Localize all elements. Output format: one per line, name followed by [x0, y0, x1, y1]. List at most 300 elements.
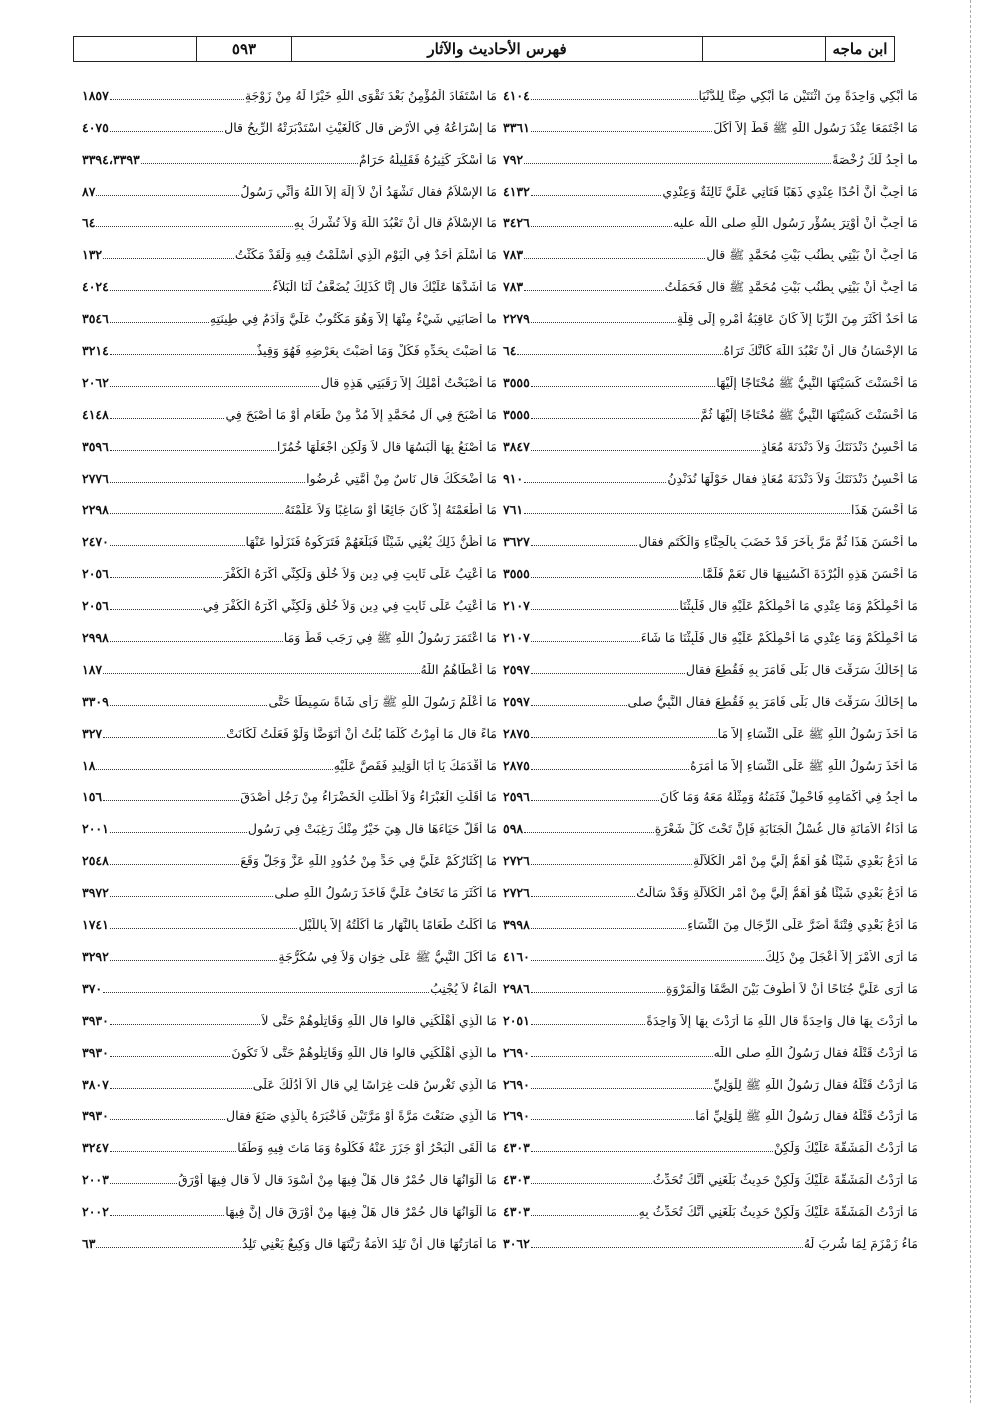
index-entry [82, 491, 497, 523]
dot-leader [96, 226, 292, 227]
hadith-text: مَا أَقَلَّ حَيَاءَهَا قال هِيَ خَيْرٌ مِنْكَ رَغِبَتْ فِي رَسُولِ [247, 822, 497, 837]
hadith-number: ٣٢١٤ [82, 343, 109, 359]
hadith-text: مَا الإِسْلاَمُ قال أَنْ تَعْبُدَ اللّٰهَ وَلاَ تُشْرِكَ بِهِ [293, 216, 497, 231]
dot-leader [110, 864, 239, 865]
dot-leader [531, 577, 702, 578]
hadith-text: مَا الَّذِي أَهْلَكَنِي قالوا قال اللّٰهِ وَقَاتِلُوهُمْ حَتَّى لاَ [261, 1013, 497, 1028]
dot-leader [524, 482, 666, 483]
hadith-number: ٢٧٢٦ [503, 885, 530, 901]
hadith-text: الْمَاءُ لاَ يُجْنِبُ [430, 981, 497, 996]
hadith-number: ٣٢٧ [82, 725, 103, 741]
hadith-number: ٢٠٥٦ [82, 566, 109, 582]
book-name: ابن ماجه [825, 37, 894, 61]
index-entry [503, 395, 918, 427]
hadith-number: ١٣٢ [82, 247, 103, 263]
hadith-number: ٢٥٩٧ [503, 661, 530, 677]
index-entry [82, 1097, 497, 1129]
dot-leader [110, 1056, 231, 1057]
hadith-number: ٣٥٩٦ [82, 438, 109, 454]
dot-leader [110, 131, 223, 132]
index-entry [503, 714, 918, 746]
dot-leader [524, 163, 831, 164]
index-entry [82, 459, 497, 491]
hadith-number: ٣٠٦٢ [503, 1235, 530, 1251]
hadith-number: ٢٨٧٥ [503, 757, 530, 773]
index-entry [82, 809, 497, 841]
dot-leader [110, 577, 222, 578]
hadith-text: ما أَرَدْتَ بِهَا قال وَاحِدَةً قال اللّٰهِ مَا أَرَدْتَ بِهَا إِلاَّ وَاحِدَةً [646, 1013, 918, 1028]
index-entry [82, 1065, 497, 1097]
hadith-text: مَا أَسْكَرَ كَثِيرُهُ فَقَلِيلُهُ حَرَامٌ [359, 152, 497, 167]
hadith-number: ٢٧٧٦ [82, 470, 109, 486]
hadith-number: ١٨٥٧ [82, 87, 109, 103]
dot-leader [531, 386, 715, 387]
hadith-text: ما إِخَالُكَ سَرَقْتَ قال بَلَى فَأَمَرَ بِهِ فَقُطِعَ فقال النَّبِيُّ صلى [627, 694, 918, 709]
index-entry [503, 363, 918, 395]
index-entry [503, 1224, 918, 1256]
dot-leader [110, 99, 244, 100]
dot-leader [110, 609, 202, 610]
hadith-number: ٣٤٢٦ [503, 215, 530, 231]
index-entry [503, 969, 918, 1001]
hadith-number: ٢٠٥١ [503, 1012, 530, 1028]
hadith-text: مَا أَكْثَرَ مَا تَخَافُ عَلَيَّ فَأَخَذَ رَسُولُ اللّٰهِ صلى [274, 886, 497, 901]
dot-leader [110, 513, 283, 514]
index-entry [503, 299, 918, 331]
index-entry [82, 1160, 497, 1192]
hadith-number: ٢٠٠٣ [82, 1172, 109, 1188]
index-entry [503, 235, 918, 267]
hadith-number: ٤١٦٠ [503, 948, 530, 964]
index-entry [82, 331, 497, 363]
index-entry [82, 1033, 497, 1065]
index-entry [503, 522, 918, 554]
hadith-text: مَاءً قال مَا أُمِرْتُ كُلَّمَا بُلْتُ أَنْ أَتَوَضَّأَ وَلَوْ فَعَلْتُ لَكَانَتْ [226, 726, 497, 741]
dot-leader [103, 992, 429, 993]
hadith-text: ما أَجِدُ فِي أَكْمَامِهِ فَاحْمِلْ فَثَمَنُهُ وَمِثْلُهُ مَعَهُ وَمَا كَانَ [659, 790, 918, 805]
hadith-text: مَا أَحْمِلُكُمْ وَمَا عِنْدِي مَا أَحْمِلُكُمْ عَلَيْهِ قال فَلَبِثْنَا [679, 599, 918, 614]
dot-leader [531, 226, 672, 227]
dot-leader [96, 769, 332, 770]
index-title: فهرس الأحاديث والآثار [291, 37, 702, 61]
hadith-number: ٧٩٢ [503, 151, 524, 167]
index-entry [82, 235, 497, 267]
hadith-number: ٣٢٤٧ [82, 1140, 109, 1156]
index-column-right [503, 76, 918, 1256]
dot-leader [103, 673, 419, 674]
hadith-number: ٢٥٤٨ [82, 853, 109, 869]
index-entry [82, 778, 497, 810]
hadith-text: مَا أَصْبَحْتُ أَمْلِكُ إِلاَّ رَقَبَتِي هَذِهِ قال [320, 375, 497, 390]
dot-leader [103, 737, 225, 738]
hadith-text: مَا الإِسْلاَمُ فقال تَشْهَدُ أَنْ لاَ إِلَهَ إِلاَّ اللّٰهُ وَأَنِّي رَسُولُ [240, 184, 497, 199]
dot-leader [524, 513, 850, 514]
index-entry [82, 1192, 497, 1224]
dot-leader [110, 641, 283, 642]
hadith-text: مَا أَدَعُ بَعْدِي فِتْنَةً أَضَرَّ عَلَى الرِّجَالِ مِنَ النِّسَاءِ [687, 918, 918, 933]
dot-leader [531, 1215, 638, 1216]
dot-leader [531, 737, 717, 738]
dot-leader [141, 163, 358, 164]
dot-leader [531, 1119, 694, 1120]
hadith-text: مَا أُحِبُّ أَنْ أَوْتِرَ بِسُؤْرِ رَسُولِ اللّٰهِ صلى اللّٰه عليه [673, 216, 918, 231]
hadith-text: مَا اسْتَفَادَ الْمُؤْمِنُ بَعْدَ تَقْوَى اللّٰهِ خَيْرًا لَهُ مِنْ زَوْجَةٍ [244, 88, 497, 103]
hadith-text: مَا أَدَعُ بَعْدِي شَيْئًا هُوَ أَهَمُّ إِلَيَّ مِنْ أَمْرِ الْكَلاَلَةِ [692, 854, 918, 869]
hadith-text: مَا أَسْلَمَ أَحَدٌ فِي الْيَوْمِ الَّذِي أَسْلَمْتُ فِيهِ وَلَقَدْ مَكَثْتُ [234, 248, 497, 263]
index-entry [503, 1065, 918, 1097]
dot-leader [531, 992, 665, 993]
dot-leader [531, 1247, 803, 1248]
hadith-number: ١٥٦ [82, 789, 103, 805]
dot-leader [531, 641, 640, 642]
hadith-text: مَا أَرَدْتُ قَتْلَهُ فقال رَسُولُ اللّٰهِ صلى اللّٰه [713, 1045, 918, 1060]
index-entry [503, 427, 918, 459]
hadith-number: ٢١٠٧ [503, 598, 530, 614]
dot-leader [531, 864, 692, 865]
dot-leader [531, 418, 700, 419]
index-entry [503, 1128, 918, 1160]
hadith-text: مَا إِخَالُكَ سَرَقْتَ قال بَلَى فَأَمَرَ بِهِ فَقُطِعَ فقال [685, 662, 918, 677]
hadith-number: ٣٢٩٢ [82, 948, 109, 964]
hadith-text: مَا أُحِبُّ أَنَّ أُحُدًا عِنْدِي ذَهَبًا فَتَأْتِي عَلَيَّ ثَالِثَةٌ وَعِنْدِي [662, 184, 918, 199]
dot-leader [531, 1056, 713, 1057]
hadith-text: مَا أَبْكِي وَاحِدَةً مِنَ اثْنَتَيْنِ مَا أَبْكِي ضِنًّا لِلدُّنْيَا [698, 88, 918, 103]
index-entry [82, 1224, 497, 1256]
hadith-number: ٣٩٧٢ [82, 885, 109, 901]
hadith-number: ٣٥٥٥ [503, 374, 530, 390]
dot-leader [517, 354, 722, 355]
hadith-number: ٣٥٥٥ [503, 566, 530, 582]
hadith-text: مَا أَعْتِبُ عَلَى ثَابِتٍ فِي دِينٍ وَلاَ خُلُقٍ وَلَكِنِّي أَكْرَهُ الْكُفْرَ [223, 567, 497, 582]
hadith-text: مَا أَرَى الأَمْرَ إِلاَّ أَعْجَلَ مِنْ ذَلِكَ [764, 949, 918, 964]
hadith-number: ٢٢٩٨ [82, 502, 109, 518]
hadith-text: مَا أَضْحَكَكَ قال نَاسٌ مِنْ أُمَّتِي عُرِضُوا [306, 471, 497, 486]
hadith-text: مَا إِسْرَاعُهُ فِي الأَرْضِ قال كَالْغَيْثِ اسْتَدْبَرَتْهُ الرِّيحُ قال [224, 120, 497, 135]
hadith-number: ٦٤ [82, 215, 96, 231]
hadith-number: ١٧٤١ [82, 917, 109, 933]
hadith-text: مَا أَعْطَاهُمُ اللّٰهُ [420, 662, 497, 677]
hadith-number: ٢٦٩٠ [503, 1076, 530, 1092]
hadith-text: مَا أَصْبَحَ فِي آلِ مُحَمَّدٍ إِلاَّ مُدٌّ مِنْ طَعَامٍ أَوْ مَا أَصْبَحَ فِي [225, 407, 497, 422]
index-entry [503, 1001, 918, 1033]
hadith-text: مَا أَصْنَعُ بِهَا أَلْبَسُهَا قال لاَ وَلَكِنِ اجْعَلْهَا خُمُرًا [276, 439, 497, 454]
dot-leader [103, 258, 234, 259]
dot-leader [110, 832, 247, 833]
dot-leader [110, 705, 268, 706]
dot-leader [531, 1088, 712, 1089]
index-entry [82, 427, 497, 459]
index-entry [82, 204, 497, 236]
hadith-number: ٤١٣٢ [503, 183, 530, 199]
index-entry [82, 108, 497, 140]
dot-leader [531, 800, 659, 801]
index-entry [503, 809, 918, 841]
hadith-number: ٣٩٣٠ [82, 1012, 109, 1028]
hadith-number: ٣٦٢٧ [503, 534, 530, 550]
index-entry [82, 586, 497, 618]
hadith-text: مَا أَظُنُّ ذَلِكَ يُغْنِي شَيْئًا فَبَلَغَهُمْ فَتَرَكُوهُ فَنَزَلُوا عَنْهَا [245, 535, 497, 550]
hadith-number: ٧٨٣ [503, 247, 524, 263]
dot-leader [531, 450, 760, 451]
hadith-text: مَاءُ زَمْزَمَ لِمَا شُرِبَ لَهُ [803, 1236, 918, 1251]
hadith-number: ٧٨٣ [503, 279, 524, 295]
hadith-text: مَا إِكْثَارُكُمْ عَلَيَّ فِي حَدٍّ مِنْ حُدُودِ اللّٰهِ عَزَّ وَجَلَّ وَقَعَ [240, 854, 497, 869]
hadith-text: مَا أَحْمِلُكُمْ وَمَا عِنْدِي مَا أَحْمِلُكُمْ عَلَيْهِ قال فَلَبِثْنَا مَا شَاءَ [640, 631, 918, 646]
hadith-number: ٧٦١ [503, 502, 524, 518]
hadith-text: مَا أَدَعُ بَعْدِي شَيْئًا هُوَ أَهَمُّ إِلَيَّ مِنْ أَمْرِ الْكَلاَلَةِ وَقَدْ سَأَلْتُ [636, 886, 918, 901]
hadith-text: مَا أَرَدْتُ الْمَشَقَّةَ عَلَيْكَ وَلَكِنْ حَدِيثٌ بَلَغَنِي أَنَّكَ تُحَدِّثُ بِهِ [638, 1205, 918, 1220]
index-entry [82, 905, 497, 937]
hadith-number: ٤٠٧٥ [82, 119, 109, 135]
hadith-number: ٨٧ [82, 183, 96, 199]
index-entry [503, 204, 918, 236]
dot-leader [524, 290, 664, 291]
hadith-text: مَا أَلْوَانُهَا قال حُمْرٌ قال هَلْ فِيهَا مِنْ أَوْرَقَ قال إِنَّ فِيهَا [225, 1205, 497, 1220]
page-number: ٥٩٣ [196, 37, 291, 61]
hadith-text: مَا الَّذِي صَنَعْتَ مَرَّةً أَوْ مَرَّتَيْنِ فَأَخْبَرَهُ بِالَّذِي صَنَعَ فقال [226, 1109, 497, 1124]
hadith-text: مَا أُحِبُّ أَنْ بَيْتِي بِطُنُبٍ بَيْتِ مُحَمَّدٍ ﷺ قال فَحَمَلْتُ [664, 280, 918, 295]
index-entry [82, 172, 497, 204]
index-entry [503, 650, 918, 682]
index-entry [82, 650, 497, 682]
page-header [73, 36, 895, 62]
hadith-text: ما أَجِدُ لَكَ رُخْصَةً [832, 152, 918, 167]
dot-leader [524, 258, 705, 259]
hadith-number: ٣٣٠٩ [82, 693, 109, 709]
index-entry [82, 969, 497, 1001]
hadith-text: مَا أَعْتِبُ عَلَى ثَابِتٍ فِي دِينٍ وَلاَ خُلُقٍ وَلَكِنِّي أَكْرَهُ الْكُفْرَ فِي [202, 599, 497, 614]
hadith-number: ٢٦٩٠ [503, 1108, 530, 1124]
hadith-number: ٣٨٠٧ [82, 1076, 109, 1092]
hadith-number: ٣٩٣٠ [82, 1044, 109, 1060]
dot-leader [110, 386, 320, 387]
hadith-number: ٤١٠٤ [503, 87, 530, 103]
hadith-text: مَا أَرَدْتُ الْمَشَقَّةَ عَلَيْكَ وَلَكِنْ حَدِيثٌ بَلَغَنِي أَنَّكَ تُحَدِّثُ [652, 1173, 918, 1188]
hadith-number: ٩١٠ [503, 470, 524, 486]
hadith-text: مَا أَلْوَانُهَا قال حُمْرٌ قال هَلْ فِيهَا مِنْ أَسْوَدَ قال لاَ قال فِيهَا أَوْرَقُ [178, 1173, 497, 1188]
hadith-number: ٣٥٤٦ [82, 311, 109, 327]
index-column-left [82, 76, 497, 1256]
index-entry [503, 618, 918, 650]
index-entry [503, 331, 918, 363]
hadith-number: ٤٣٠٣ [503, 1204, 530, 1220]
index-entry [82, 682, 497, 714]
dot-leader [110, 960, 278, 961]
hadith-text: مَا الإِحْسَانُ قال أَنْ تَعْبُدَ اللّٰهَ كَأَنَّكَ تَرَاهُ [723, 344, 918, 359]
index-entry [503, 140, 918, 172]
dot-leader [96, 1247, 241, 1248]
dot-leader [531, 1151, 773, 1152]
dot-leader [110, 322, 209, 323]
hadith-text: ما الَّذِي أَهْلَكَنِي قالوا قال اللّٰهِ وَقَاتِلُوهُمْ حَتَّى لاَ تَكُونَ [231, 1045, 497, 1060]
hadith-text: ما أَحْسَنَ هَذَا ثُمَّ مَرَّ بِآخَرَ قَدْ خَضَبَ بِالْحِنَّاءِ وَالْكَتَمِ فقال [638, 535, 918, 550]
index-entry [503, 586, 918, 618]
hadith-text: مَا أَشَدَّهَا عَلَيْكَ قال إِنَّا كَذَلِكَ يُضَعَّفُ لَنَا الْبَلاَءُ [272, 280, 497, 295]
hadith-number: ٢١٠٧ [503, 630, 530, 646]
hadith-number: ٢٤٧٠ [82, 534, 109, 550]
hadith-text: مَا أَلْقَى الْبَحْرُ أَوْ جَزَرَ عَنْهُ فَكُلُوهُ وَمَا مَاتَ فِيهِ وَطَفَا [237, 1141, 497, 1156]
index-entry [503, 746, 918, 778]
hadith-text: مَا أُحِبُّ أَنْ بَيْتِي بِطُنُبٍ بَيْتِ مُحَمَّدٍ ﷺ قال [706, 248, 918, 263]
dot-leader [96, 195, 239, 196]
hadith-number: ٣٣٦١ [503, 119, 530, 135]
index-entry [82, 554, 497, 586]
index-entry [82, 618, 497, 650]
index-entry [82, 299, 497, 331]
hadith-text: مَا أَرَى عَلَيَّ جُنَاحًا أَنْ لاَ أَطُوفَ بَيْنَ الصَّفَا وَالْمَرْوَةِ [665, 981, 918, 996]
hadith-number: ٦٤ [503, 343, 517, 359]
index-entry [503, 554, 918, 586]
dot-leader [531, 896, 635, 897]
hadith-number: ٤٣٠٣ [503, 1172, 530, 1188]
hadith-number: ٤٣٠٣ [503, 1140, 530, 1156]
hadith-text: مَا أَقَلَّتِ الْغَبْرَاءُ وَلاَ أَظَلَّتِ الْخَضْرَاءُ مِنْ رَجُلٍ أَصْدَقَ [240, 790, 497, 805]
index-entry [503, 841, 918, 873]
hadith-number: ٣٩٩٨ [503, 917, 530, 933]
hadith-text: مَا أَخَذَ رَسُولُ اللّٰهِ ﷺ عَلَى النِّسَاءِ إِلاَّ مَا [717, 726, 918, 741]
index-entry [82, 1001, 497, 1033]
index-entry [82, 937, 497, 969]
hadith-number: ١٨ [82, 757, 96, 773]
hadith-text: مَا أَمَارَتُهَا قال أَنْ تَلِدَ الأَمَةُ رَبَّتَهَا قال وَكِيعٌ يَعْنِي تَلِدُ [241, 1236, 497, 1251]
hadith-number: ٢٨٧٥ [503, 725, 530, 741]
dot-leader [110, 545, 245, 546]
dot-leader [110, 1119, 225, 1120]
dot-leader [531, 195, 662, 196]
hadith-number: ١٨٧ [82, 661, 103, 677]
hadith-number: ٣٥٥٥ [503, 406, 530, 422]
hadith-number: ٢٩٩٨ [82, 630, 109, 646]
index-entry [503, 459, 918, 491]
index-entry [503, 172, 918, 204]
dot-leader [531, 545, 638, 546]
hadith-number: ٤٠٢٤ [82, 279, 109, 295]
dot-leader [531, 609, 678, 610]
dot-leader [531, 131, 712, 132]
dot-leader [110, 354, 256, 355]
index-entry [503, 905, 918, 937]
hadith-text: مَا أَحْسَنْتَ كَسَيْتَهَا النَّبِيُّ ﷺ مُحْتَاجًا إِلَيْهَا ثُمَّ [700, 407, 918, 422]
hadith-number: ٥٩٨ [503, 821, 524, 837]
dot-leader [110, 1151, 236, 1152]
index-entry [82, 841, 497, 873]
index-entry [503, 778, 918, 810]
hadith-text: مَا أَحَدٌ أَكْثَرَ مِنَ الرِّبَا إِلاَّ كَانَ عَاقِبَةُ أَمْرِهِ إِلَى قِلَّةٍ [676, 312, 918, 327]
hadith-number: ٢٢٧٩ [503, 311, 530, 327]
dot-leader [531, 960, 764, 961]
dot-leader [531, 928, 686, 929]
hadith-text: مَا أَرَدْتُ قَتْلَهُ فقال رَسُولُ اللّٰهِ ﷺ لِلْوَلِيِّ أَمَا [695, 1109, 918, 1124]
hadith-text: مَا أَخَذَ رَسُولُ اللّٰهِ ﷺ عَلَى النِّسَاءِ إِلاَّ مَا أَمَرَهُ [690, 758, 918, 773]
index-entry [82, 395, 497, 427]
index-entry [503, 937, 918, 969]
dot-leader [103, 800, 239, 801]
hadith-number: ٦٣ [82, 1235, 96, 1251]
hadith-text: مَا أَحْسَنَ هَذِهِ الْبُرْدَةَ اكْسُنِيهَا قال نَعَمْ فَلَمَّا [702, 567, 918, 582]
dot-leader [110, 418, 225, 419]
dot-leader [524, 832, 654, 833]
hadith-number: ٢٧٢٦ [503, 853, 530, 869]
hadith-number: ٢٥٩٧ [503, 693, 530, 709]
index-entry [503, 682, 918, 714]
index-entry [82, 140, 497, 172]
index-entry [503, 76, 918, 108]
index-entry [82, 746, 497, 778]
dot-leader [110, 1183, 177, 1184]
dot-leader [531, 1024, 645, 1025]
dot-leader [110, 1215, 224, 1216]
hadith-number: ٢٠٦٢ [82, 374, 109, 390]
index-entry [503, 873, 918, 905]
hadith-text: مَا أَكَلَ النَّبِيُّ ﷺ عَلَى خِوَانٍ وَلاَ فِي سُكُرُّجَةٍ [278, 949, 497, 964]
hadith-text: مَا أَرَدْتُ قَتْلَهُ فقال رَسُولُ اللّٰهِ ﷺ لِلْوَلِيِّ [713, 1077, 918, 1092]
hadith-text: مَا اعْتَمَرَ رَسُولُ اللّٰهِ ﷺ فِي رَجَبٍ قَطُّ وَمَا [283, 631, 497, 646]
hadith-number: ٢٩٨٦ [503, 980, 530, 996]
index-entry [503, 491, 918, 523]
hadith-text: مَا أَدَاءُ الأَمَانَةِ قال غُسْلُ الْجَنَابَةِ فَإِنَّ تَحْتَ كُلِّ شَعْرَةٍ [654, 822, 918, 837]
scan-edge-line [970, 0, 971, 1403]
hadith-text: مَا أَحْسَنَ هَذَا [851, 503, 918, 518]
dot-leader [110, 450, 276, 451]
dot-leader [531, 1183, 652, 1184]
hadith-text: مَا أَرَدْتُ الْمَشَقَّةَ عَلَيْكَ وَلَكِنْ [773, 1141, 918, 1156]
hadith-number: ٢٠٠١ [82, 821, 109, 837]
dot-leader [531, 705, 627, 706]
hadith-number: ٢٥٩٦ [503, 789, 530, 805]
dot-leader [110, 1088, 252, 1089]
dot-leader [531, 322, 676, 323]
hadith-number: ٢٠٥٦ [82, 598, 109, 614]
header-spacer [74, 37, 196, 61]
hadith-text: مَا أُحْسِنُ دَنْدَنَتَكَ وَلاَ دَنْدَنَةَ مُعَاذٍ [761, 439, 918, 454]
hadith-number: ٣٣٩٤،٣٣٩٣ [82, 151, 140, 167]
hadith-text: مَا الَّذِي تَغْرِسُ قلت غِرَاسًا لِي قال أَلاَ أَدُلُّكَ عَلَى [252, 1077, 497, 1092]
hadith-number: ٣٨٤٧ [503, 438, 530, 454]
index-entry [82, 714, 497, 746]
index-entry [82, 267, 497, 299]
dot-leader [531, 769, 689, 770]
hadith-text: مَا اجْتَمَعَا عِنْدَ رَسُولِ اللّٰهِ ﷺ قَطُّ إِلاَّ أَكَلَ [713, 120, 918, 135]
hadith-number: ٣٩٣٠ [82, 1108, 109, 1124]
index-entry [503, 1033, 918, 1065]
hadith-text: ما أَصَابَنِي شَيْءٌ مِنْهَا إِلاَّ وَهُوَ مَكْتُوبٌ عَلَيَّ وَآدَمُ فِي طِينَتِهِ [209, 312, 497, 327]
dot-leader [110, 482, 305, 483]
index-entry [503, 1097, 918, 1129]
hadith-number: ٣٧٠ [82, 980, 103, 996]
index-entry [82, 522, 497, 554]
header-spacer [702, 37, 825, 61]
hadith-text: مَا أَطْعَمْتَهُ إِذْ كَانَ جَائِعًا أَوْ سَاغِبًا وَلاَ عَلَّمْتَهُ [284, 503, 497, 518]
index-entry [82, 873, 497, 905]
dot-leader [110, 290, 271, 291]
hadith-number: ٢٠٠٢ [82, 1204, 109, 1220]
index-entry [503, 1192, 918, 1224]
hadith-text: مَا أَحْسَنْتَ كَسَيْتَهَا النَّبِيُّ ﷺ مُحْتَاجًا إِلَيْهَا [716, 375, 918, 390]
hadith-text: مَا أَصَبْتَ بِحَدِّهِ فَكُلْ وَمَا أَصَبْتَ بِعَرْضِهِ فَهُوَ وَقِيذٌ [256, 344, 497, 359]
index-entry [82, 76, 497, 108]
dot-leader [110, 896, 274, 897]
dot-leader [110, 1024, 261, 1025]
dot-leader [531, 673, 685, 674]
index-entry [503, 108, 918, 140]
dot-leader [110, 928, 298, 929]
index-entry [503, 267, 918, 299]
index-entry [82, 363, 497, 395]
dot-leader [531, 99, 698, 100]
hadith-text: مَا أُحْسِنُ دَنْدَنَتَكَ وَلاَ دَنْدَنَةَ مُعَاذٍ فقال حَوْلَهَا نُدَنْدِنُ [667, 471, 918, 486]
hadith-text: مَا أَقْدَمَكَ يَا أَبَا الْوَلِيدِ فَقَصَّ عَلَيْهِ [333, 758, 497, 773]
hadith-number: ٤١٤٨ [82, 406, 109, 422]
